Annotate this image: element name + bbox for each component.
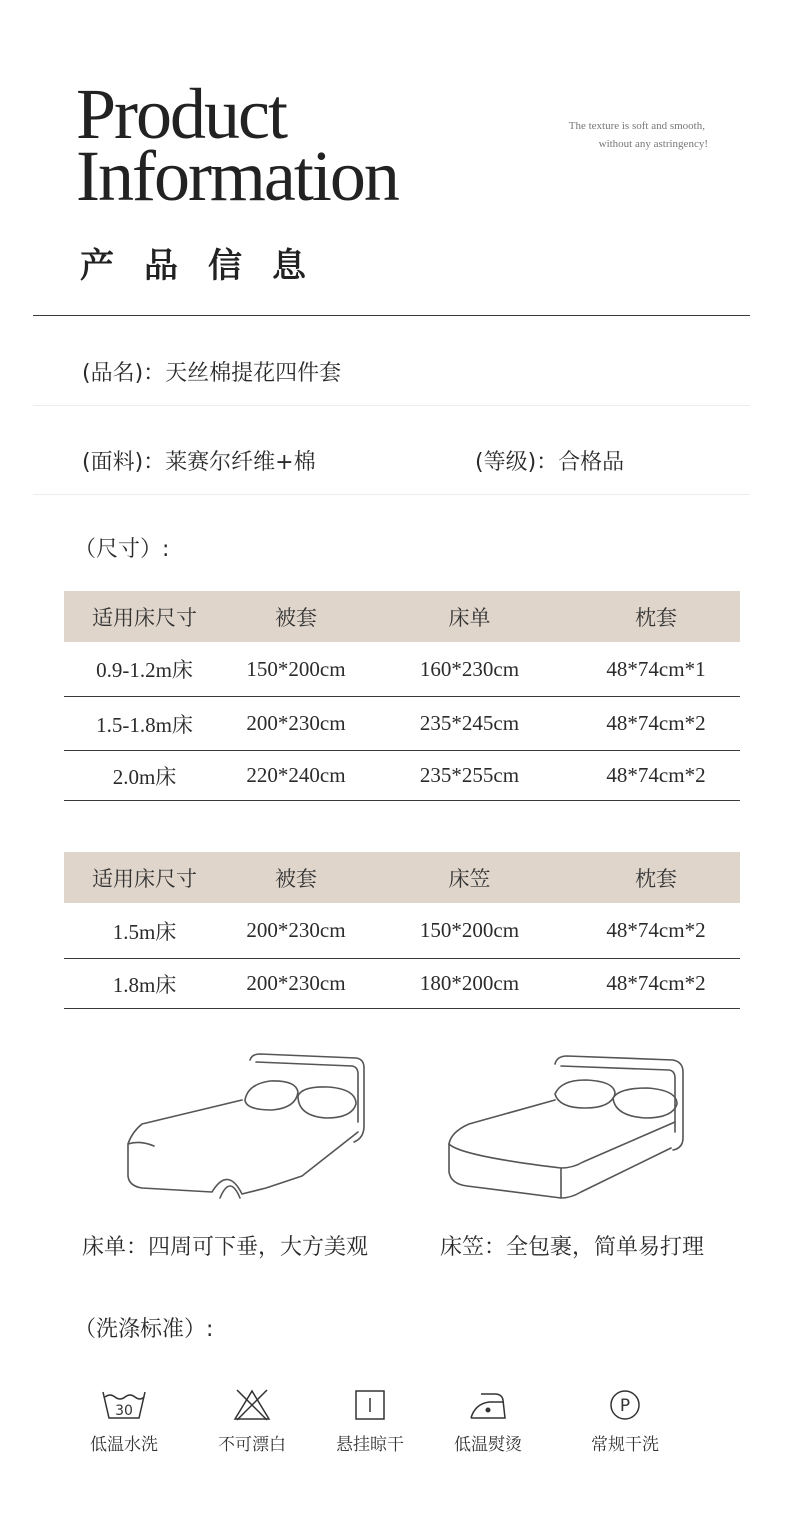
- header-cell: 被套: [275, 605, 317, 630]
- size-table-fitted: [64, 852, 740, 1009]
- table-cell: 1.8m床: [112, 972, 177, 997]
- low-iron-icon: [467, 1388, 509, 1422]
- care-item-hang-dry: [310, 1388, 430, 1455]
- product-name-field: (品名)：天丝棉提花四件套: [82, 361, 342, 386]
- care-label: 悬挂晾干: [336, 1435, 404, 1455]
- table-cell: 235*255cm: [419, 763, 520, 787]
- header-cell: 床单: [448, 605, 491, 630]
- fabric-field: (面料)：莱赛尔纤维+棉: [82, 450, 316, 475]
- table-row: [64, 697, 740, 751]
- table-cell: 200*230cm: [246, 711, 346, 735]
- table-header: [64, 852, 740, 903]
- wash-temperature-mark: 30: [115, 1403, 133, 1419]
- row-divider: [33, 494, 750, 495]
- hero-title-line1: Product: [76, 74, 286, 154]
- table-cell: 220*240cm: [246, 763, 346, 787]
- dry-clean-p-icon: [608, 1388, 642, 1422]
- table-cell: 150*200cm: [246, 656, 346, 681]
- fitted-sheet-bed-illustration: [443, 1052, 693, 1202]
- table-cell: 48*74cm*2: [606, 971, 706, 995]
- row-divider: [33, 405, 750, 406]
- header-cell: 枕套: [635, 605, 677, 630]
- table-cell: 200*230cm: [246, 918, 346, 942]
- table-cell: 48*74cm*2: [606, 763, 706, 787]
- flat-sheet-bed-illustration: [120, 1048, 380, 1203]
- table-cell: 150*200cm: [419, 918, 520, 942]
- page-title: 产品信息: [80, 246, 336, 286]
- table-cell: 1.5-1.8m床: [96, 712, 193, 737]
- fitted-sheet-caption: 床笠：全包裹，简单易打理: [440, 1235, 705, 1260]
- table-cell: 235*245cm: [419, 711, 520, 735]
- header-cell: 适用床尺寸: [92, 605, 197, 630]
- care-label: 常规干洗: [591, 1435, 659, 1455]
- care-label: 低温熨烫: [454, 1435, 522, 1455]
- no-bleach-icon: [232, 1388, 272, 1422]
- table-header: [64, 591, 740, 642]
- care-item-wash: [64, 1388, 184, 1455]
- table-cell: 1.5m床: [112, 919, 177, 944]
- flat-sheet-caption: 床单：四周可下垂，大方美观: [82, 1235, 369, 1260]
- grade-field: (等级)：合格品: [475, 450, 625, 475]
- dry-clean-mark: P: [619, 1396, 631, 1416]
- header-cell: 枕套: [635, 866, 677, 891]
- table-cell: 48*74cm*2: [606, 918, 706, 942]
- hero-title-line2: Information: [76, 136, 398, 216]
- table-row: [64, 959, 740, 1009]
- tagline-line2: without any astringency!: [598, 138, 708, 150]
- table-cell: 2.0m床: [112, 764, 177, 789]
- table-row: [64, 903, 740, 959]
- care-item-dry-clean: [565, 1388, 685, 1455]
- table-row: [64, 642, 740, 697]
- table-cell: 48*74cm*1: [606, 656, 706, 681]
- header-cell: 被套: [275, 866, 317, 891]
- table-row: [64, 751, 740, 801]
- care-item-no-bleach: [192, 1388, 312, 1455]
- tagline-line1: The texture is soft and smooth,: [568, 120, 705, 132]
- care-label: 不可漂白: [218, 1435, 286, 1455]
- size-heading: （尺寸）:: [74, 537, 170, 562]
- header-cell: 适用床尺寸: [92, 866, 197, 891]
- size-table-sheet: [64, 591, 740, 801]
- care-heading: （洗涤标准）:: [74, 1317, 214, 1342]
- hang-dry-icon: [353, 1388, 387, 1422]
- table-cell: 0.9-1.2m床: [96, 658, 193, 682]
- table-cell: 48*74cm*2: [606, 711, 706, 735]
- header-divider: [33, 315, 750, 316]
- care-item-low-iron: [428, 1388, 548, 1455]
- table-cell: 200*230cm: [246, 971, 346, 995]
- wash-30-icon: [100, 1388, 148, 1422]
- care-label: 低温水洗: [90, 1435, 158, 1455]
- header-cell: 床笠: [448, 866, 491, 891]
- table-cell: 180*200cm: [419, 971, 520, 995]
- table-cell: 160*230cm: [419, 656, 520, 681]
